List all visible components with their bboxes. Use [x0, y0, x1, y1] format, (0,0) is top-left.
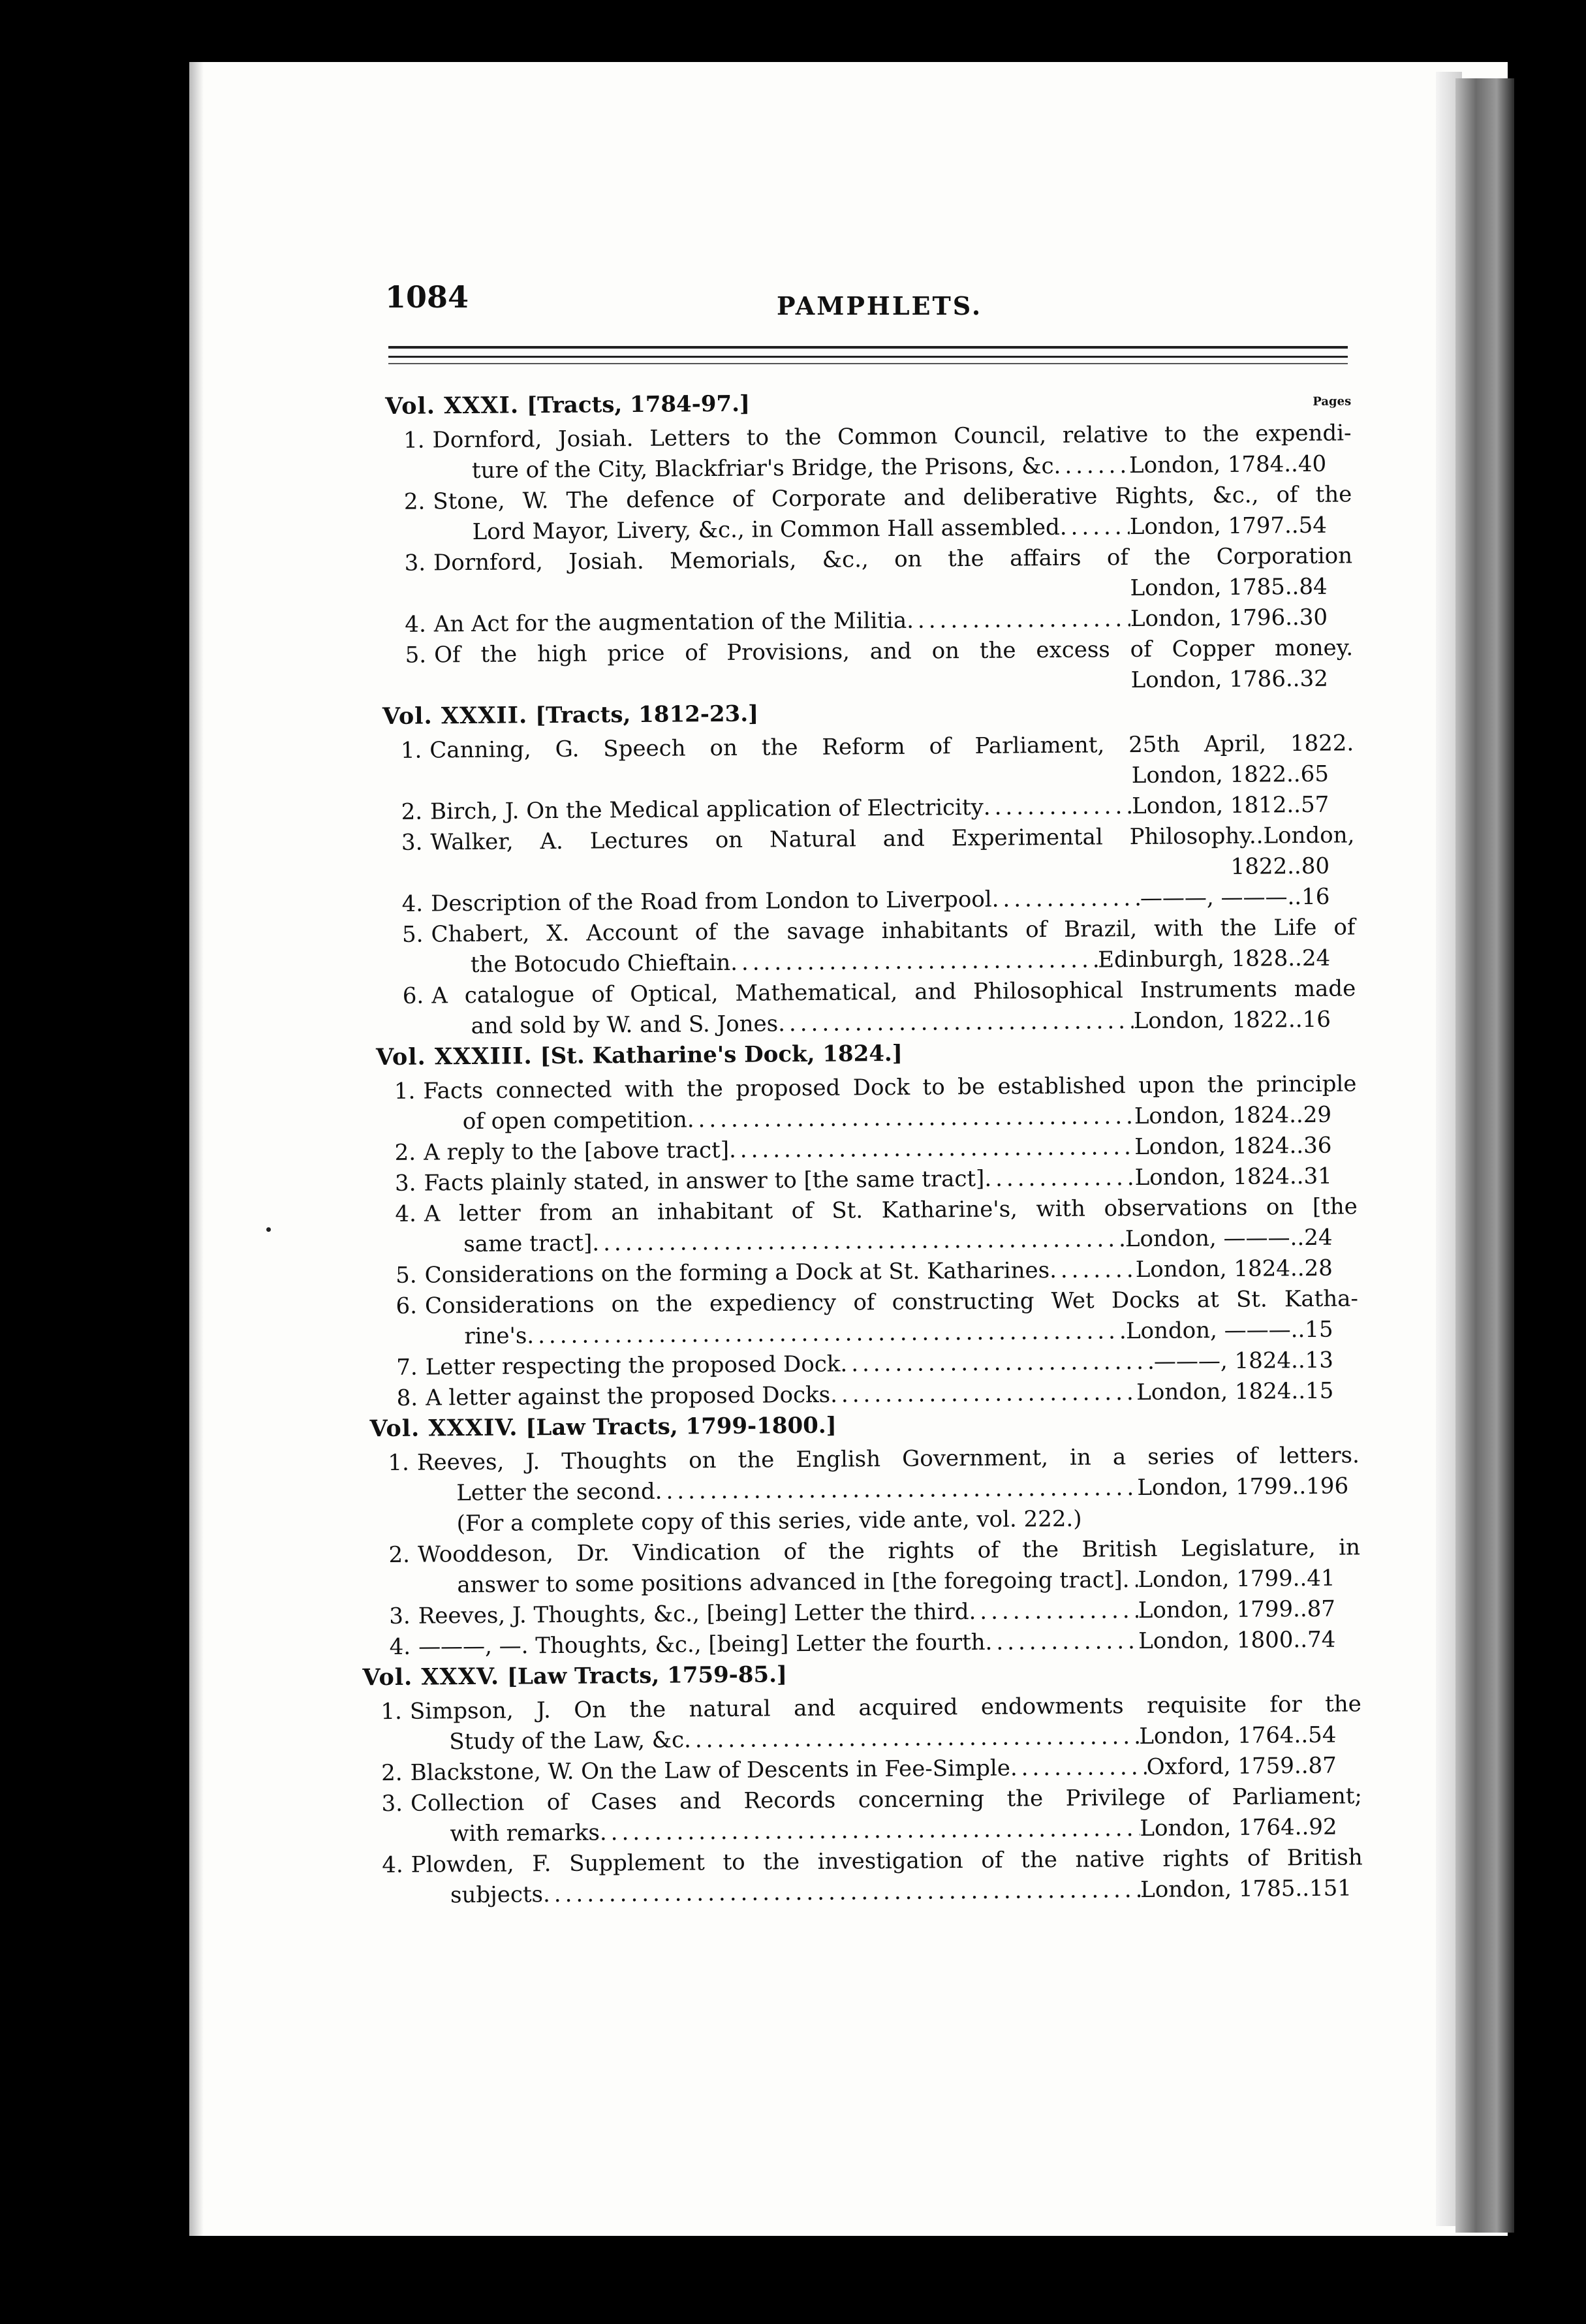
entry-item	[387, 633, 1354, 702]
entry-number: 2.	[388, 1541, 411, 1569]
entry-item	[363, 1689, 1362, 1758]
entry-item	[376, 1069, 1357, 1138]
dot-leader	[730, 945, 1098, 977]
entry-place-date: London, 1797	[1129, 512, 1285, 541]
entry-place-date: Oxford, 1759	[1146, 1753, 1295, 1780]
leader-dots: ..	[1292, 1473, 1307, 1500]
entry-text: ———, —. Thoughts, &c., [being] Letter the fourth	[418, 1629, 986, 1660]
dot-leader	[729, 1132, 1135, 1165]
entry-pages: 80	[1301, 853, 1330, 879]
entry-pages: 40	[1298, 450, 1327, 478]
entry-place-date: London, 1822	[1133, 1007, 1289, 1035]
dot-leader	[600, 1814, 1140, 1847]
volume-number: Vol. XXXIV.	[369, 1414, 518, 1443]
entry-number: 4.	[389, 1633, 411, 1661]
leader-dots: ..	[1292, 1565, 1307, 1592]
entry-pages: 31	[1303, 1163, 1332, 1189]
entry-text: Plowden, F. Supplement to the investigation of the native rights of British	[411, 1844, 1363, 1878]
entry-text: Letter respecting the proposed Dock	[425, 1351, 841, 1381]
leader-dots: ..	[1292, 1595, 1307, 1623]
entry-place-date: London, 1799	[1138, 1565, 1293, 1593]
entry-place-date: London, 1799	[1138, 1596, 1294, 1624]
volume-section	[385, 384, 1354, 702]
dot-leader	[1050, 1255, 1136, 1285]
entry-text: with remarks	[450, 1819, 600, 1847]
dot-leader	[969, 1595, 1138, 1627]
entry-number: 7.	[396, 1354, 418, 1381]
entry-place-date: London, 1764	[1140, 1814, 1295, 1842]
entry-pages: 41	[1307, 1565, 1335, 1592]
entry-place-date: London, 1764	[1139, 1722, 1294, 1750]
entry-place-date: ———, ———	[1140, 884, 1288, 911]
dot-leader	[985, 1626, 1138, 1657]
entry-place-date: London, 1824	[1135, 1255, 1291, 1283]
entry-text: same tract]	[463, 1230, 593, 1258]
dot-leader	[840, 1347, 1154, 1379]
leader-dots: ..	[1293, 1626, 1308, 1654]
entry-pages: 16	[1301, 883, 1330, 910]
leader-dots: ..	[1289, 1163, 1304, 1190]
entry-place-date: London, 1822	[1131, 761, 1287, 789]
entry-item	[383, 820, 1355, 889]
volume-number: Vol. XXXIII.	[375, 1043, 533, 1071]
entry-text: Facts plainly stated, in answer to [the same tract]	[424, 1165, 985, 1197]
entry-pages: 196	[1306, 1473, 1349, 1500]
entry-item	[386, 541, 1353, 610]
dot-leader	[1010, 1752, 1147, 1783]
entry-number: 2.	[381, 1759, 403, 1787]
entry-number: 4.	[382, 1851, 403, 1879]
entry-pages: 74	[1307, 1626, 1336, 1653]
entry-number: 3.	[381, 1790, 403, 1817]
dot-leader	[527, 1316, 1126, 1351]
entry-text: Description of the Road from London to Liverpool	[431, 886, 992, 917]
entry-place-date: London, 1784	[1128, 451, 1284, 479]
pamphlet-listing	[362, 384, 1363, 1911]
entry-number: 2.	[394, 1139, 416, 1166]
dot-leader	[687, 1101, 1134, 1135]
volume-section	[382, 694, 1356, 1043]
leader-dots: ..	[1294, 1752, 1309, 1780]
entry-text: Lord Mayor, Livery, &c., in Common Hall assembled	[472, 514, 1060, 545]
entry-text: Dornford, Josiah. Memorials, &c., on the affairs of the Corporation	[433, 542, 1353, 576]
entry-item	[385, 418, 1352, 487]
entry-number: 6.	[402, 982, 424, 1009]
dot-leader	[778, 1006, 1134, 1039]
volume-subtitle: [Law Tracts, 1759-85.]	[506, 1661, 788, 1690]
entry-note: (For a complete copy of this series, vide ante, vol. 222.)	[456, 1505, 1082, 1537]
entry-pages: 54	[1298, 512, 1328, 539]
leader-dots: ..	[1288, 945, 1303, 972]
entry-number: 1.	[400, 737, 422, 764]
entry-place-date: 1822	[1230, 853, 1288, 880]
entry-text: answer to some positions advanced in [the foregoing tract]	[457, 1567, 1123, 1599]
volume-number: Vol. XXXV.	[362, 1663, 500, 1691]
entry-pages: 16	[1302, 1006, 1331, 1033]
entry-item	[371, 1532, 1361, 1601]
leader-dots: ..	[1284, 605, 1299, 631]
volume-section	[369, 1406, 1361, 1663]
page-number: 1084	[385, 279, 469, 315]
entry-text: An Act for the augmentation of the Militia	[433, 607, 907, 638]
entry-pages: 29	[1303, 1101, 1332, 1128]
entry-place-date: London, 1800	[1138, 1627, 1294, 1654]
entry-text: Walker, A. Lectures on Natural and Experimental Philosophy..London,	[430, 822, 1355, 856]
entry-text: Collection of Cases and Records concerning the Privilege of Parliament;	[410, 1783, 1363, 1817]
dot-leader	[1053, 450, 1129, 481]
leader-dots: ..	[1284, 574, 1299, 601]
dot-leader	[830, 1377, 1136, 1410]
entry-pages: 54	[1308, 1721, 1337, 1748]
entry-pages: 87	[1308, 1752, 1337, 1779]
entry-place-date: London, 1824	[1134, 1133, 1290, 1161]
entry-number: 6.	[396, 1293, 418, 1319]
entry-place-date: London, 1785	[1140, 1876, 1296, 1903]
entry-item	[364, 1781, 1363, 1850]
entry-text: Considerations on the forming a Dock at St. Katharines	[424, 1257, 1050, 1289]
volume-subtitle: [Tracts, 1812-23.]	[535, 700, 759, 729]
entry-item	[378, 1283, 1359, 1353]
leader-dots: ..	[1287, 883, 1302, 911]
leader-dots: ..	[1284, 451, 1299, 478]
entry-text: Study of the Law, &c	[449, 1727, 685, 1755]
dot-leader	[684, 1721, 1140, 1755]
entry-place-date: London, ———	[1125, 1225, 1290, 1253]
header-rule-bottom	[388, 363, 1348, 364]
entry-number: 5.	[405, 642, 427, 668]
volume-section	[362, 1655, 1363, 1911]
entry-item	[370, 1440, 1360, 1540]
entry-text: Facts connected with the proposed Dock to be established upon the principle	[423, 1071, 1357, 1105]
dot-leader	[543, 1875, 1141, 1909]
entry-text: A letter from an inhabitant of St. Katharine's, with observations on [the	[424, 1193, 1358, 1227]
leader-dots: ..	[1294, 1814, 1309, 1841]
volume-subtitle: [Law Tracts, 1799-1800.]	[525, 1412, 837, 1441]
entry-text: Dornford, Josiah. Letters to the Common Council, relative to the expendi-	[432, 420, 1352, 454]
dot-leader	[655, 1473, 1138, 1507]
entry-text: Reeves, J. Thoughts, &c., [being] Letter the third	[418, 1599, 969, 1629]
entry-place-date: London, 1824	[1136, 1378, 1292, 1406]
entry-place-date: Edinburgh, 1828	[1098, 945, 1288, 973]
entry-text: A reply to the [above tract]	[423, 1137, 730, 1166]
entry-pages: 32	[1299, 665, 1328, 693]
leader-dots: ..	[1294, 1721, 1309, 1749]
entry-place-date: London, 1796	[1130, 605, 1286, 633]
entry-pages: 13	[1305, 1347, 1334, 1374]
header-rule-middle	[388, 356, 1348, 358]
entry-item	[386, 479, 1352, 548]
entry-place-date: London, 1824	[1134, 1102, 1290, 1130]
entry-item	[364, 1842, 1363, 1911]
leader-dots: ..	[1284, 512, 1299, 539]
leader-dots: ..	[1288, 1006, 1303, 1033]
entry-text: subjects	[450, 1881, 544, 1909]
dot-leader	[991, 883, 1140, 915]
entry-text: Canning, G. Speech on the Reform of Parliament, 25th April, 1822.	[429, 730, 1354, 764]
dot-leader	[1122, 1565, 1138, 1595]
entry-item	[384, 912, 1356, 981]
leader-dots: ..	[1290, 1255, 1305, 1282]
pages-column-label: Pages	[1313, 394, 1352, 409]
leader-dots: ..	[1286, 761, 1301, 788]
entry-text: Blackstone, W. On the Law of Descents in Fee-Simple	[410, 1755, 1011, 1786]
entry-number: 2.	[403, 488, 426, 515]
entry-pages: 92	[1309, 1814, 1337, 1840]
entry-place-date: London, ———	[1125, 1317, 1291, 1345]
leader-dots: ..	[1291, 1377, 1306, 1405]
entry-text: Chabert, X. Account of the savage inhabitants of Brazil, with the Life of	[431, 914, 1356, 948]
entry-number: 3.	[401, 829, 423, 856]
entry-pages: 84	[1299, 573, 1328, 601]
entry-number: 4.	[401, 890, 424, 917]
entry-number: 5.	[396, 1262, 417, 1289]
page-edge-stack	[1455, 78, 1514, 2233]
leader-dots: ..	[1290, 1316, 1305, 1343]
entry-item	[377, 1191, 1358, 1261]
entry-text: A letter against the proposed Docks	[425, 1381, 831, 1411]
leader-dots: ..	[1295, 1875, 1310, 1902]
entry-number: 4.	[395, 1201, 417, 1227]
entry-number: 1.	[381, 1698, 403, 1725]
leader-dots: ..	[1286, 853, 1301, 880]
leader-dots: ..	[1286, 792, 1301, 819]
entry-text: Of the high price of Provisions, and on the excess of Copper money.	[434, 635, 1354, 668]
entry-text: and sold by W. and S. Jones	[471, 1011, 779, 1039]
entry-pages: 151	[1309, 1875, 1352, 1902]
entry-place-date: London, 1785	[1130, 574, 1285, 602]
volume-section	[376, 1035, 1359, 1414]
header-rule-top	[388, 346, 1348, 349]
leader-dots: ..	[1289, 1132, 1304, 1159]
entry-pages: 36	[1303, 1132, 1332, 1159]
entry-text: ture of the City, Blackfriar's Bridge, the Prisons, &c	[471, 452, 1054, 484]
entry-number: 3.	[389, 1603, 411, 1630]
entry-pages: 30	[1299, 604, 1328, 631]
volume-number: Vol. XXXII.	[382, 702, 528, 730]
entry-text: the Botocudo Chieftain	[470, 949, 731, 978]
entry-number: 2.	[401, 798, 423, 825]
entry-number: 1.	[388, 1449, 410, 1477]
margin-speck	[266, 1227, 271, 1232]
entry-number: 5.	[401, 921, 424, 948]
entry-item	[382, 728, 1354, 797]
entry-pages: 24	[1304, 1224, 1333, 1251]
entry-text: Stone, W. The defence of Corporate and deliberative Rights, &c., of the	[433, 481, 1352, 515]
entry-place-date: London, 1799	[1137, 1473, 1292, 1501]
volume-subtitle: [Tracts, 1784-97.]	[526, 390, 751, 419]
entry-text: Simpson, J. On the natural and acquired endowments requisite for the	[409, 1691, 1361, 1725]
entry-text: Birch, J. On the Medical application of Electricity	[429, 794, 984, 825]
page-header	[385, 274, 1345, 326]
entry-text: A catalogue of Optical, Mathematical, and Philosophical Instruments made	[431, 975, 1356, 1009]
leader-dots: ..	[1288, 1101, 1303, 1129]
entry-text: Considerations on the expediency of constructing Wet Docks at St. Katha-	[424, 1285, 1359, 1319]
running-title: PAMPHLETS.	[777, 291, 983, 321]
entry-pages: 57	[1300, 791, 1329, 818]
entry-number: 4.	[405, 611, 426, 638]
entry-pages: 24	[1301, 945, 1331, 971]
dot-leader	[984, 791, 1132, 823]
entry-pages: 15	[1305, 1377, 1334, 1404]
entry-number: 8.	[396, 1385, 418, 1411]
leader-dots: ..	[1290, 1347, 1305, 1374]
entry-number: 1.	[394, 1078, 416, 1105]
entry-pages: 65	[1300, 761, 1329, 788]
entry-place-date: London, 1786	[1130, 666, 1286, 694]
gutter-shadow	[189, 62, 204, 2236]
entry-number: 1.	[403, 427, 425, 454]
entry-pages: 87	[1307, 1595, 1336, 1622]
entry-place-date: ———, 1824	[1153, 1347, 1292, 1375]
dot-leader	[592, 1224, 1125, 1258]
dot-leader	[1060, 512, 1130, 542]
entry-number: 3.	[404, 550, 426, 576]
leader-dots: ..	[1290, 1224, 1305, 1251]
entry-text: Reeves, J. Thoughts on the English Government, in a series of letters.	[416, 1442, 1360, 1476]
entry-pages: 15	[1305, 1316, 1333, 1343]
volume-number: Vol. XXXI.	[385, 392, 520, 420]
entry-text: Wooddeson, Dr. Vindication of the rights of the British Legislature, in	[417, 1534, 1361, 1568]
entry-pages: 28	[1304, 1255, 1333, 1281]
volume-subtitle: [St. Katharine's Dock, 1824.]	[540, 1040, 903, 1070]
entry-place-date: London, 1812	[1132, 792, 1287, 820]
entry-number: 3.	[394, 1170, 416, 1197]
leader-dots: ..	[1285, 666, 1300, 693]
entry-text: of open competition	[462, 1107, 687, 1135]
dot-leader	[907, 604, 1130, 636]
entry-text: rine's	[464, 1323, 527, 1350]
entry-place-date: London, 1824	[1134, 1163, 1290, 1191]
entry-text: Letter the second	[456, 1478, 655, 1507]
entry-item	[384, 973, 1356, 1043]
dot-leader	[984, 1163, 1135, 1194]
